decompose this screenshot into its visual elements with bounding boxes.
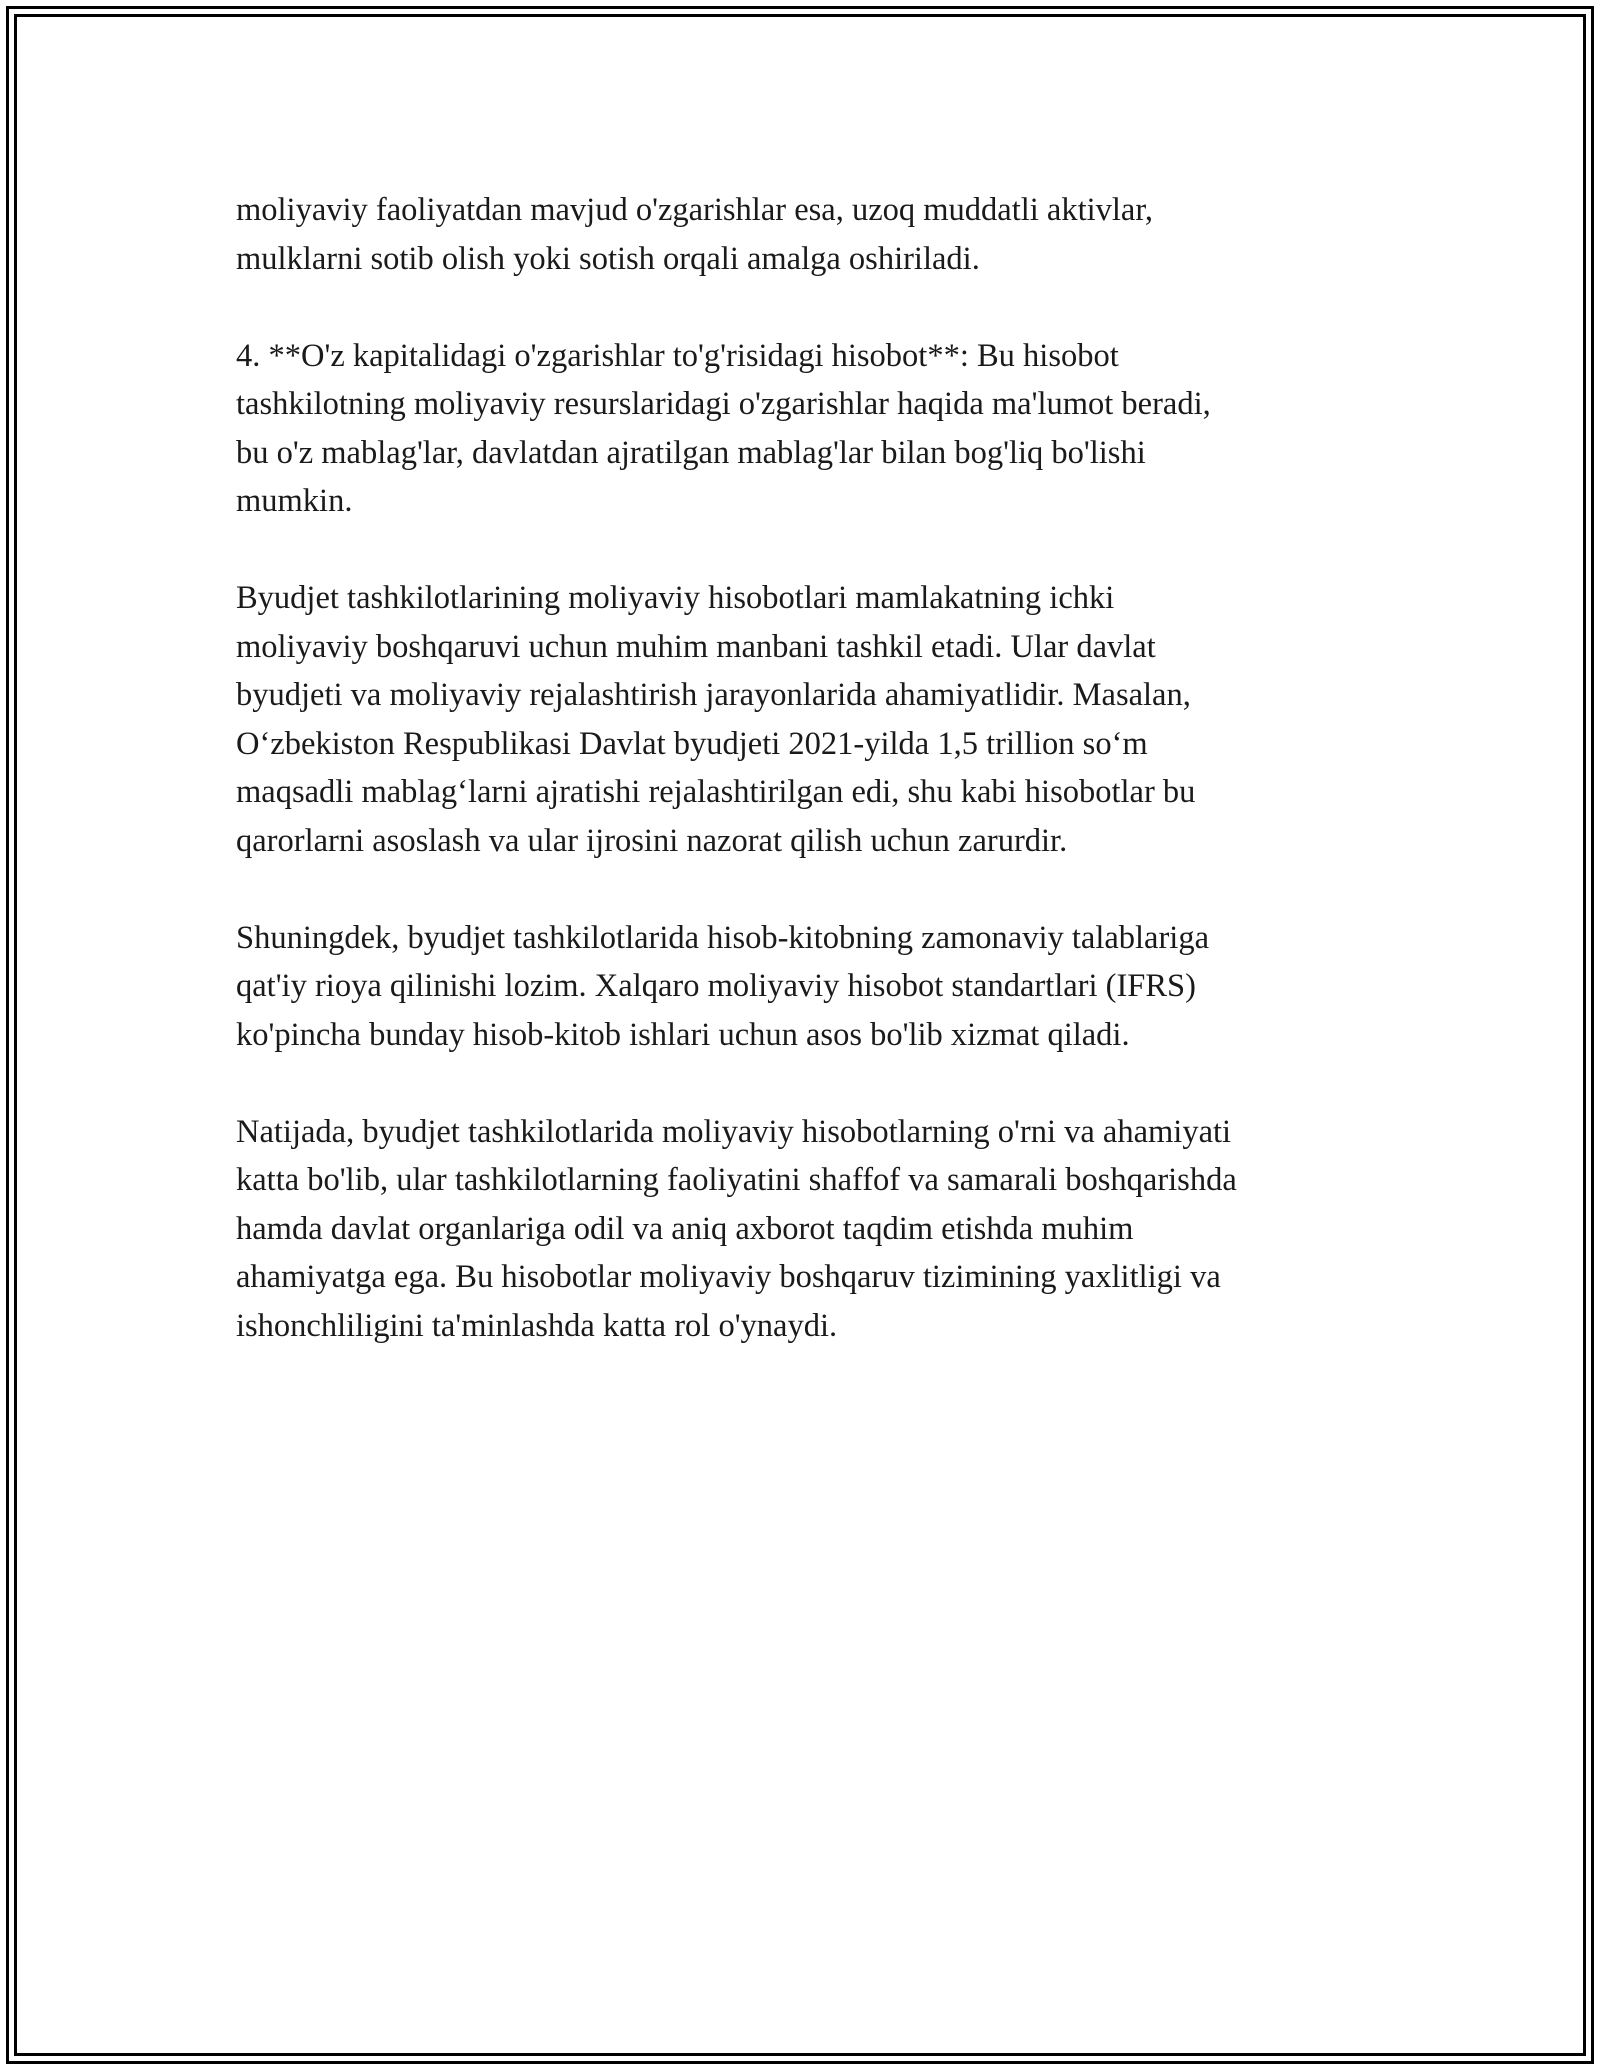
text-line: ko'pincha bunday hisob-kitob ishlari uchun asos bo'lib xizmat qiladi. xyxy=(236,1016,1130,1053)
paragraph-equity-changes xyxy=(236,332,1386,526)
text-line: katta bo'lib, ular tashkilotlarning faoliyatini shaffof va samarali boshqarishda xyxy=(236,1162,1237,1198)
text-line: Natijada, byudjet tashkilotlarida moliyaviy hisobotlarning o'rni va ahamiyati xyxy=(236,1113,1232,1150)
text-line: tashkilotning moliyaviy resurslaridagi o'zgarishlar haqida ma'lumot beradi, xyxy=(236,386,1211,422)
text-line: 4. **O'z kapitalidagi o'zgarishlar to'g'risidagi hisobot**: Bu hisobot xyxy=(236,337,1119,374)
paragraph-intro-continuation xyxy=(236,186,1386,283)
text-line: ahamiyatga ega. Bu hisobotlar moliyaviy boshqaruv tizimining yaxlitligi va xyxy=(236,1259,1221,1295)
text-line: ishonchliligini ta'minlashda katta rol o'ynaydi. xyxy=(236,1307,838,1344)
text-line: Byudjet tashkilotlarining moliyaviy hisobotlari mamlakatning ichki xyxy=(236,580,1115,616)
text-line: maqsadli mablag‘larni ajratishi rejalashtirilgan edi, shu kabi hisobotlar bu xyxy=(236,774,1196,810)
text-line: mumkin. xyxy=(236,483,353,519)
text-line: bu o'z mablag'lar, davlatdan ajratilgan mablag'lar bilan bog'liq bo'lishi xyxy=(236,434,1146,471)
paragraph-conclusion xyxy=(236,1108,1386,1351)
text-line: hamda davlat organlariga odil va aniq axborot taqdim etishda muhim xyxy=(236,1210,1134,1247)
paragraph-ifrs xyxy=(236,914,1386,1060)
text-line: moliyaviy faoliyatdan mavjud o'zgarishlar esa, uzoq muddatli aktivlar, xyxy=(236,192,1153,228)
text-line: byudjeti va moliyaviy rejalashtirish jarayonlarida ahamiyatlidir. Masalan, xyxy=(236,677,1191,713)
document-body xyxy=(236,186,1386,1399)
text-line: moliyaviy boshqaruvi uchun muhim manbani tashkil etadi. Ular davlat xyxy=(236,628,1156,665)
text-line: O‘zbekiston Respublikasi Davlat byudjeti 2021-yilda 1,5 trillion so‘m xyxy=(236,725,1148,762)
paragraph-budget-reports xyxy=(236,574,1386,865)
text-line: mulklarni sotib olish yoki sotish orqali amalga oshiriladi. xyxy=(236,240,980,277)
text-line: qat'iy rioya qilinishi lozim. Xalqaro moliyaviy hisobot standartlari (IFRS) xyxy=(236,968,1196,1004)
text-line: qarorlarni asoslash va ular ijrosini nazorat qilish uchun zarurdir. xyxy=(236,822,1068,859)
text-line: Shuningdek, byudjet tashkilotlarida hisob-kitobning zamonaviy talablariga xyxy=(236,919,1210,956)
